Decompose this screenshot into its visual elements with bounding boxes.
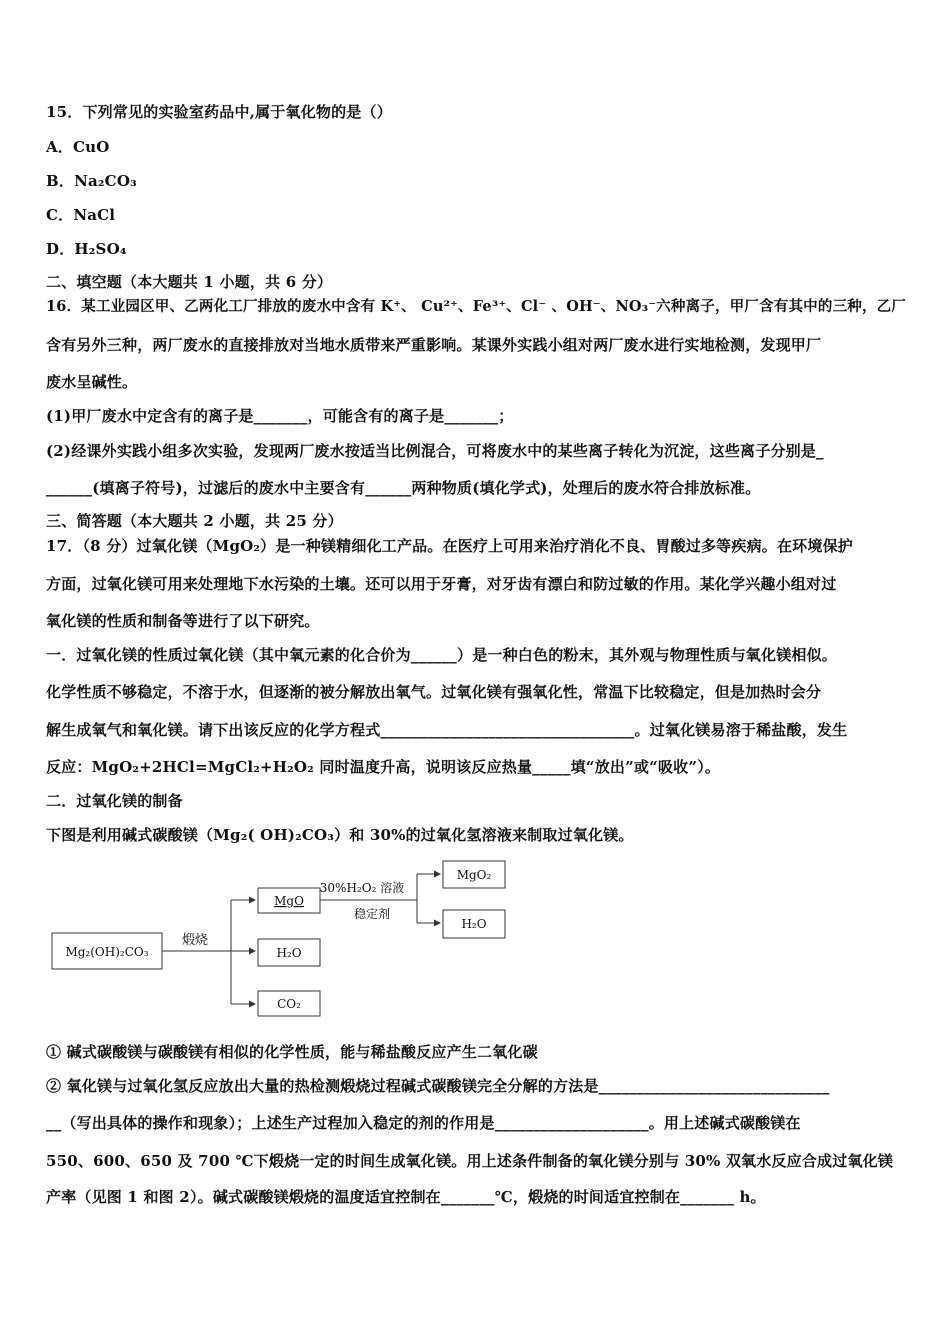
q16-line1: 16．某工业园区甲、乙两化工厂排放的废水中含有 K⁺、 Cu²⁺、Fe³⁺、Cl⁻ 、OH⁻、NO₃⁻六种离子，甲厂含有其中的三种，乙厂 bbox=[46, 298, 907, 315]
q15-stem: 15．下列常见的实验室药品中,属于氧化物的是（） bbox=[46, 103, 392, 121]
q17-part1c: 解生成氧气和氧化镁。请下出该反应的化学方程式_________________________________。过氧化镁易溶于稀盐酸，发生 bbox=[46, 721, 848, 739]
q17-part2-heading: 二．过氧化镁的制备 bbox=[46, 792, 183, 810]
step2-label-bottom: 稳定剂 bbox=[353, 907, 391, 921]
q17-note2c: 550、600、650 及 700 ℃下煅烧一定的时间生成氧化镁。用上述条件制备的氧化镁分别与 30% 双氧水反应合成过氧化镁 bbox=[46, 1152, 894, 1170]
q15-option-a: A．CuO bbox=[46, 138, 110, 156]
q16-sub1: (1)甲厂废水中定含有的离子是_______，可能含有的离子是_______； bbox=[46, 407, 514, 425]
mgo-box-label: MgO bbox=[274, 894, 304, 908]
mgo2-box-label: MgO₂ bbox=[456, 868, 492, 882]
step2-label-top: 30%H₂O₂ 溶液 bbox=[319, 881, 405, 895]
q17-part1b: 化学性质不够稳定，不溶于水，但逐渐的被分解放出氧气。过氧化镁有强氧化性，常温下比较稳定，但是加热时会分 bbox=[46, 683, 822, 701]
q15-option-c: C．NaCl bbox=[46, 206, 116, 224]
q15-option-d: D．H₂SO₄ bbox=[46, 240, 127, 258]
q17-note2d: 产率（见图 1 和图 2）。碱式碳酸镁煅烧的温度适宜控制在_______℃，煅烧的时间适宜控制在_______ h。 bbox=[46, 1188, 766, 1206]
q15-option-b: B．Na₂CO₃ bbox=[46, 172, 137, 190]
q17-note1: ① 碱式碳酸镁与碳酸镁有相似的化学性质，能与稀盐酸反应产生二氧化碳 bbox=[46, 1043, 538, 1061]
co2-box-label: CO₂ bbox=[277, 997, 301, 1011]
section2-heading: 二、填空题（本大题共 1 小题，共 6 分） bbox=[46, 273, 333, 291]
start-box-label: Mg₂(OH)₂CO₃ bbox=[65, 945, 149, 959]
q17-line3: 氧化镁的性质和制备等进行了以下研究。 bbox=[46, 612, 320, 630]
q16-sub2b: ______(填离子符号)，过滤后的废水中主要含有______两种物质(填化学式)，处理后的废水符合排放标准。 bbox=[46, 479, 761, 497]
q17-part1a: 一．过氧化镁的性质过氧化镁（其中氧元素的化合价为______）是一种白色的粉末，其外观与物理性质与氧化镁相似。 bbox=[46, 646, 838, 664]
q17-note2a: ② 氧化镁与过氧化氢反应放出大量的热检测煅烧过程碱式碳酸镁完全分解的方法是______________________________ bbox=[46, 1077, 830, 1095]
h2o-box-2-label: H₂O bbox=[461, 917, 487, 931]
process-flow-diagram bbox=[40, 852, 520, 1032]
step1-label: 煅烧 bbox=[181, 933, 209, 948]
q17-line1: 17．（8 分）过氧化镁（MgO₂）是一种镁精细化工产品。在医疗上可用来治疗消化不良、胃酸过多等疾病。在环境保护 bbox=[46, 537, 853, 555]
q16-line3: 废水呈碱性。 bbox=[46, 373, 138, 391]
q16-line2: 含有另外三种，两厂废水的直接排放对当地水质带来严重影响。某课外实践小组对两厂废水进行实地检测，发现甲厂 bbox=[46, 336, 822, 354]
q17-diagram-intro: 下图是利用碱式碳酸镁（Mg₂( OH)₂CO₃）和 30%的过氧化氢溶液来制取过氧化镁。 bbox=[46, 826, 634, 844]
q17-line2: 方面，过氧化镁可用来处理地下水污染的土壤。还可以用于牙膏，对牙齿有漂白和防过敏的作用。某化学兴趣小组对过 bbox=[46, 575, 837, 593]
q17-note2b: __（写出具体的操作和现象）；上述生产过程加入稳定的剂的作用是____________________。用上述碱式碳酸镁在 bbox=[46, 1114, 801, 1132]
q16-sub2a: (2)经课外实践小组多次实验，发现两厂废水按适当比例混合，可将废水中的某些离子转化为沉淀，这些离子分别是_ bbox=[46, 442, 824, 460]
section3-heading: 三、简答题（本大题共 2 小题，共 25 分） bbox=[46, 512, 343, 530]
q17-part1d: 反应：MgO₂+2HCl=MgCl₂+H₂O₂ 同时温度升高，说明该反应热量_____填“放出”或“吸收”）。 bbox=[46, 758, 721, 776]
h2o-box-1-label: H₂O bbox=[276, 946, 302, 960]
